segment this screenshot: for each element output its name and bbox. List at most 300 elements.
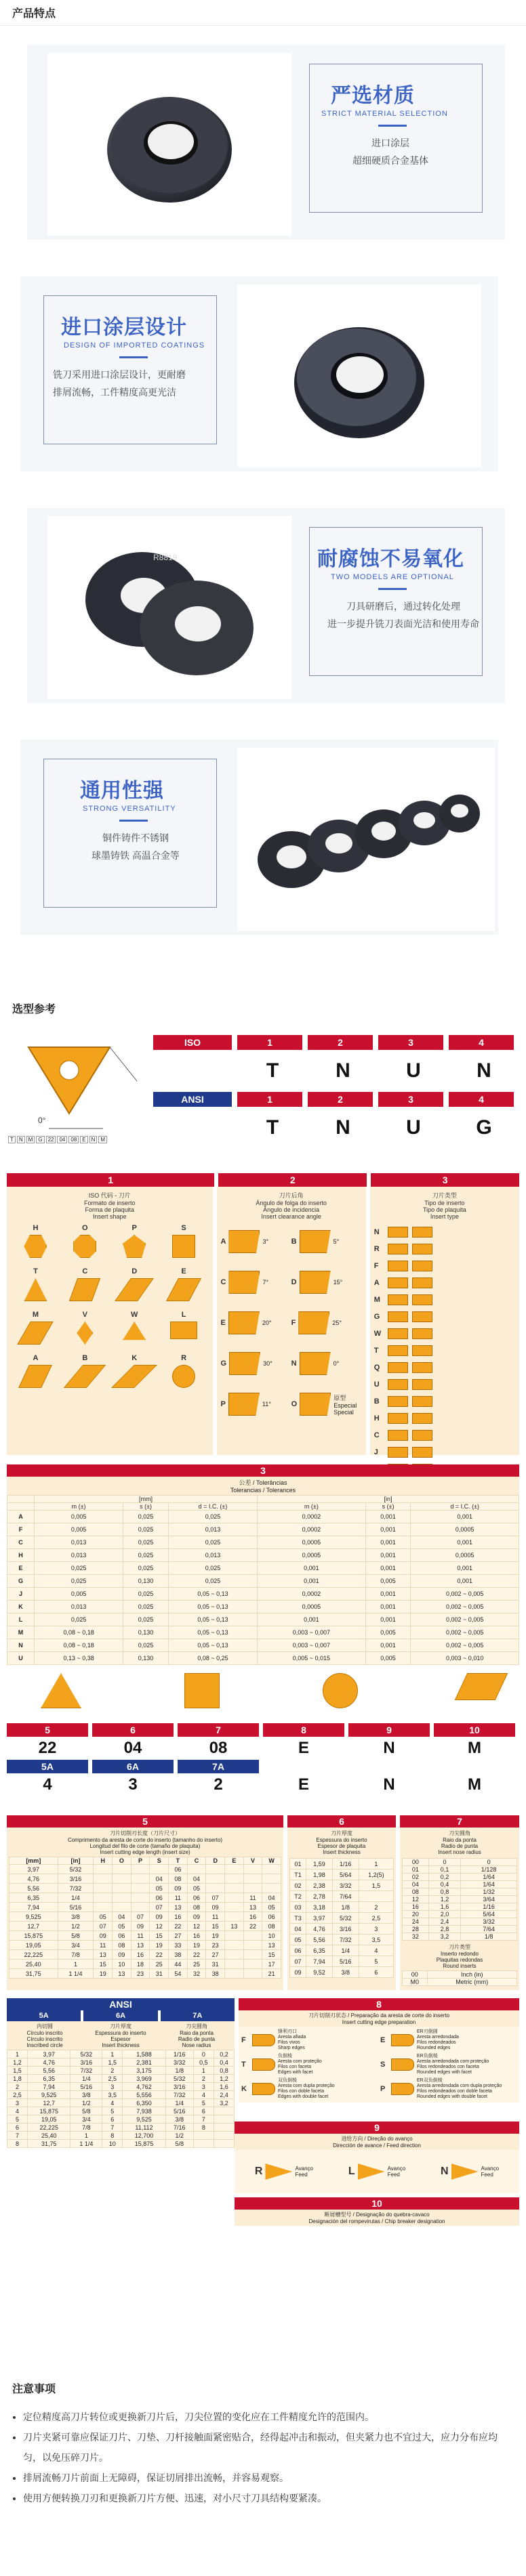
table-cell: 22,225 — [9, 1950, 58, 1960]
table-cell: 0,08 ~ 0,18 — [35, 1639, 123, 1652]
table-row — [7, 2099, 235, 2107]
edge-text: 负倒棱 Aresta com proteção Filos con faceta Edges with facet — [278, 2054, 322, 2075]
table-cell: M — [7, 1626, 35, 1639]
table-cell: 4,762 — [123, 2083, 165, 2091]
table-cell: 21 — [262, 1969, 281, 1979]
table-cell: 2 — [7, 2083, 28, 2091]
table-cell: 0,005 — [365, 1626, 411, 1639]
table-row — [290, 1924, 394, 1935]
table-cell — [225, 1950, 244, 1960]
table-cell: 0,025 — [123, 1536, 169, 1549]
table-cell: 02 — [403, 1874, 429, 1881]
table-cell: 0,025 — [35, 1575, 123, 1588]
feature-title: 耐腐蚀不易氧化 — [317, 548, 464, 570]
table-cell: 0,025 — [168, 1575, 257, 1588]
type-row — [374, 1241, 515, 1257]
table-cell — [225, 1912, 244, 1922]
clearance-angle-icon — [229, 1352, 260, 1375]
table-cell: 19 — [206, 1931, 225, 1941]
table-cell: 0,025 — [35, 1613, 123, 1626]
table-cell — [206, 1874, 225, 1884]
edge-text: ER刃倒圆 Aresta arredondada Filos redondeados Rounded edges — [417, 2029, 459, 2050]
insert-type-icon — [412, 1278, 432, 1288]
table-row — [290, 1935, 394, 1945]
table-cell: 8 — [7, 2140, 28, 2148]
table-cell — [243, 1941, 262, 1950]
table-cell — [94, 1903, 113, 1912]
type-row — [374, 1444, 515, 1460]
table-cell: 32 — [403, 1933, 429, 1941]
table-head-cell: [in] — [58, 1857, 94, 1865]
clearance-cell — [221, 1224, 291, 1259]
table-head-cell: W — [262, 1857, 281, 1865]
table-head-cell: V — [243, 1857, 262, 1865]
table-cell: 9,525 — [28, 2091, 70, 2099]
table-cell: Metric (mm) — [427, 1979, 517, 1986]
table-cell: 05 — [262, 1903, 281, 1912]
tolerance-diagrams — [41, 1673, 502, 1714]
table-cell — [113, 1893, 132, 1903]
table-cell: 13 — [94, 1950, 113, 1960]
table-header — [9, 1857, 281, 1865]
table-cell: A — [7, 1511, 35, 1523]
table-cell — [214, 2107, 234, 2115]
table-cell: 05 — [187, 1884, 206, 1893]
insert-shape-icon — [172, 1235, 195, 1258]
table-cell: 1/4 — [332, 1945, 359, 1956]
table-cell: 2,381 — [123, 2058, 165, 2067]
clearance-code: E — [220, 1319, 226, 1327]
table-cell: 1 — [193, 2067, 214, 2075]
table-cell: N — [7, 1639, 35, 1652]
table-cell — [243, 1884, 262, 1893]
table-cell: 3,5 — [359, 1935, 393, 1945]
table-cell: 16 — [403, 1903, 429, 1911]
table-cell: 1 — [7, 2050, 28, 2058]
clearance-angle: 3° — [262, 1238, 269, 1245]
insert-row-icon — [251, 772, 481, 907]
shape-code: C — [82, 1267, 88, 1275]
shape-cell — [159, 1311, 209, 1345]
table-row — [7, 2140, 235, 2148]
table-cell: 07 — [150, 1903, 169, 1912]
insert-type-icon — [388, 1294, 408, 1305]
table-cell: 1/64 — [461, 1881, 517, 1888]
table-cell: 0 — [193, 2050, 214, 2058]
table-cell: 1,588 — [123, 2050, 165, 2058]
clearance-angle: 7° — [262, 1279, 269, 1286]
edge-profile-icon — [252, 2083, 275, 2095]
table-cell: 06 — [187, 1893, 206, 1903]
table-cell: 54 — [169, 1969, 188, 1979]
table-cell: 0,025 — [123, 1562, 169, 1575]
table-cell: 0,08 ~ 0,18 — [35, 1626, 123, 1639]
table-cell: T2 — [290, 1891, 306, 1902]
table-cell — [225, 1931, 244, 1941]
table-cell — [113, 1874, 132, 1884]
table-cell: 1/8 — [332, 1902, 359, 1913]
table-cell: 7 — [193, 2115, 214, 2124]
edge-profile-icon — [252, 2034, 275, 2046]
table-cell: 3/8 — [165, 2115, 193, 2124]
table-cell: 7/32 — [165, 2091, 193, 2099]
table-cell: 5/32 — [332, 1913, 359, 1924]
shape-cell — [60, 1267, 110, 1301]
table-cell: 2,5 — [102, 2075, 123, 2083]
table-cell: 0,2 — [214, 2050, 234, 2058]
table-cell: 0,001 — [365, 1549, 411, 1562]
table-cell: 2,5 — [359, 1913, 393, 1924]
table-cell: 19 — [187, 1941, 206, 1950]
table-cell: 44 — [169, 1960, 188, 1969]
table-cell: 0,013 — [35, 1549, 123, 1562]
insert-type-icon — [388, 1244, 408, 1254]
insert-shape-icon — [170, 1322, 197, 1339]
type-row — [374, 1275, 515, 1290]
table-row — [7, 2058, 235, 2067]
code-value: M — [468, 1775, 481, 1794]
feed-direction-icon — [358, 2163, 385, 2180]
table-cell — [214, 2140, 234, 2148]
table-cell: 15 — [94, 1960, 113, 1969]
ansi-position: 7A — [178, 1760, 259, 1773]
edge-code: K — [241, 2085, 247, 2093]
table-cell: 0,130 — [123, 1626, 169, 1639]
table-cell: 13 — [262, 1941, 281, 1950]
table-cell: C — [7, 1536, 35, 1549]
table-cell — [94, 1874, 113, 1884]
table-cell: 0,5 — [193, 2058, 214, 2067]
type-code: F — [373, 1261, 379, 1270]
shape-cell — [11, 1267, 60, 1301]
feature-desc: 铣刀采用进口涂层设计，更耐磨 排屑流畅，工件精度高更光洁 — [53, 369, 186, 398]
table-cell: U — [7, 1652, 35, 1665]
table-cell: 12,700 — [123, 2132, 165, 2140]
table-cell: 7 — [102, 2124, 123, 2132]
type-code: C — [373, 1431, 380, 1439]
table-cell: 27 — [206, 1950, 225, 1960]
table-cell: 0,005 — [35, 1588, 123, 1601]
edge-item — [380, 2029, 517, 2051]
insert-shape-icon — [111, 1365, 157, 1388]
table-cell: 1 1/4 — [58, 1969, 94, 1979]
table-cell: 0,001 — [365, 1601, 411, 1613]
feature-subtitle: STRONG VERSATILITY — [83, 805, 176, 813]
table-cell: 7,94 — [9, 1903, 58, 1912]
ansi-position: 6A — [92, 1760, 174, 1773]
table-row — [403, 1888, 517, 1896]
tolerance-subhead: m (±) — [35, 1503, 123, 1511]
table-cell: 3,2 — [214, 2099, 234, 2107]
insert-image-2 — [237, 284, 481, 467]
table-cell: 11 — [94, 1941, 113, 1950]
table-cell: 9,525 — [123, 2115, 165, 2124]
table-row — [7, 2067, 235, 2075]
table-cell — [359, 1891, 393, 1902]
ring-insert-icon — [271, 301, 447, 450]
type-row — [374, 1258, 515, 1273]
code-value: N — [383, 1739, 395, 1757]
table-cell: 0,2 — [428, 1874, 461, 1881]
insert-shape-icon — [115, 1278, 154, 1301]
clearance-code: D — [291, 1278, 297, 1286]
table-cell — [214, 2115, 234, 2124]
table-cell: 3/32 — [332, 1880, 359, 1891]
selection-reference — [0, 996, 526, 2224]
table-cell: 3,969 — [123, 2075, 165, 2083]
section-title-selection: 选型参考 — [0, 996, 526, 1020]
table-head-cell: P — [131, 1857, 150, 1865]
table-cell: 0,002 ~ 0,005 — [411, 1588, 519, 1601]
type-row — [374, 1393, 515, 1409]
table-cell: 13 — [113, 1969, 132, 1979]
table-head-cell: E — [225, 1857, 244, 1865]
table-head-cell: O — [113, 1857, 132, 1865]
table-cell: 5/32 — [70, 2050, 102, 2058]
clearance-cell — [291, 1346, 362, 1381]
code-value: 3 — [128, 1775, 138, 1794]
table-cell: 1,8 — [7, 2075, 28, 2083]
clearance-code: O — [291, 1400, 298, 1408]
table-cell: 3/32 — [165, 2058, 193, 2067]
table-row — [9, 1950, 281, 1960]
table-cell: 0,0005 — [411, 1523, 519, 1536]
table-cell: 1,2(5) — [359, 1870, 393, 1880]
table-row — [290, 1913, 394, 1924]
table-cell: 12,7 — [28, 2099, 70, 2107]
table-cell: 18 — [131, 1960, 150, 1969]
table-cell: 02 — [290, 1880, 306, 1891]
table-cell: 0,4 — [214, 2058, 234, 2067]
code-position: 6 — [92, 1723, 174, 1737]
clearance-code: N — [291, 1359, 297, 1368]
table-cell: 5/8 — [70, 2107, 102, 2115]
insert-shape-icon — [123, 1235, 146, 1258]
table-cell: 3/16 — [58, 1874, 94, 1884]
table-row — [403, 1926, 517, 1933]
product-mark: R8819 — [153, 553, 178, 562]
table-cell: 2,38 — [306, 1880, 333, 1891]
table-cell — [193, 2140, 214, 2148]
table-cell: 0,001 — [411, 1562, 519, 1575]
type-panel: 刀片类型 Tipo de inserto Tipo de plaquita Insert type N R F A M G W T Q U B H C J — [370, 1187, 519, 1455]
shape-cell — [110, 1224, 159, 1258]
feature-title: 通用性强 — [80, 780, 164, 802]
table-cell: 5/16 — [332, 1956, 359, 1967]
table-cell: 8 — [193, 2124, 214, 2132]
table-cell: 1/4 — [58, 1893, 94, 1903]
table-cell: 08 — [169, 1874, 188, 1884]
type-code: N — [373, 1227, 380, 1236]
type-code: W — [373, 1329, 382, 1338]
note-item: • 刀片夹紧可靠应保证刀片、刀垫、刀杆接触面紧密贴合，经得起冲击和振动，但夹紧力也不宜过大，应力分布应均匀，以免压碎刀片。 — [23, 2427, 506, 2468]
dimension-tables: 5 6 7 刀片切削刃长度（刀片尺寸） Comprimento da aresta de corte do inserto (tamanho do inserto) Longitud del filo de corte (tamaño de plaquita) Insert cutting edge length (insert size) [mm] [in] H O P S T C D E V W 3,97 5/32 06 4,76 3/16 04 08 04 5,56 7/32 05 09 05 6,35 1/4 06 11 06 07 11 04 7,94 5/16 07 13 08 09 13 05 9,525 3/8 05 04 07 09 16 09 11 16 06 12,7 1/2 07 05 09 12 22 12 15 13 22 08 15,875 5/8 09 06 11 15 27 16 19 10 19,05 3/4 11 08 13 19 33 19 23 13 22,225 7/8 13 09 16 22 38 22 27 15 25,40 1 15 10 18 25 44 25 31 17 31,75 1 1/4 19 13 23 31 54 32 38 21 刀片厚度 Espessura do inserto Espesor de plaquita Insert thickness 01 1,59 1/16 1 T1 1,98 5/64 1,2(5) 02 2,38 3/32 1,5 T2 2,78 7/64 03 3,18 1/8 2 T3 3,97 5/32 2,5 04 4,76 3/16 3 05 5,56 7/32 3,5 06 6,35 1/4 4 07 7,94 5/16 5 09 9,52 3/8 6 刀尖圆角 Raio da ponta Radio de punta Insert nose radius 00 0 0 01 0,1 1/128 02 0,2 1/64 04 0,4 1/64 08 0,8 1/32 12 1,2 3/64 16 1,6 1/16 20 2,0 5/64 24 2,4 3/32 28 2,8 7/64 32 3,2 1/8 刀片类型 Inserto redondo Plaquitas redondas Round inserts 00 Inch (in) M0 Metric (mm) — [7, 1815, 519, 1991]
clearance-angle-icon — [300, 1230, 331, 1253]
table-cell: 04 — [150, 1874, 169, 1884]
insert-type-icon — [388, 1345, 408, 1356]
insert-image-4 — [237, 748, 495, 931]
code-value: E — [298, 1775, 309, 1794]
table-row — [7, 1626, 519, 1639]
table-cell: 31 — [206, 1960, 225, 1969]
insert-type-icon — [412, 1447, 432, 1458]
code-position: 7 — [178, 1723, 259, 1737]
table-cell — [225, 1903, 244, 1912]
table-cell: 5/16 — [165, 2107, 193, 2115]
table-cell: 0,005 — [35, 1523, 123, 1536]
insert-shape-icon — [18, 1322, 54, 1345]
table-cell: L — [7, 1613, 35, 1626]
table-row — [7, 1562, 519, 1575]
table-cell — [113, 1903, 132, 1912]
table-cell: 0,8 — [214, 2067, 234, 2075]
table-row — [403, 1859, 517, 1866]
table-cell: T1 — [290, 1870, 306, 1880]
shape-code: K — [132, 1354, 138, 1362]
table-row — [9, 1893, 281, 1903]
shape-code: D — [132, 1267, 138, 1275]
feature-3 — [0, 489, 526, 721]
table-cell: 27 — [169, 1931, 188, 1941]
table-cell: 6,35 — [306, 1945, 333, 1956]
table-cell: 1,6 — [428, 1903, 461, 1911]
insert-type-icon — [412, 1244, 432, 1254]
table-cell: 13 — [243, 1903, 262, 1912]
table-row — [9, 1960, 281, 1969]
edge-item — [380, 2078, 517, 2100]
table-cell — [193, 2132, 214, 2140]
insert-type-icon — [412, 1227, 432, 1238]
table-cell: 0,013 — [35, 1601, 123, 1613]
insert-type-icon — [388, 1447, 408, 1458]
table-cell: 17 — [262, 1960, 281, 1969]
table-cell: 13 — [225, 1922, 244, 1931]
table-cell: 0,130 — [123, 1575, 169, 1588]
table-row — [403, 1866, 517, 1874]
table-cell: 3/8 — [58, 1912, 94, 1922]
table-cell: 2 — [102, 2067, 123, 2075]
table-cell: 5/64 — [332, 1870, 359, 1880]
table-cell: 5 — [102, 2107, 123, 2115]
table-cell: 0,001 — [411, 1575, 519, 1588]
table-cell: 00 — [403, 1971, 428, 1979]
table-cell: 08 — [403, 1888, 429, 1896]
table-row — [7, 1601, 519, 1613]
table-cell — [243, 1960, 262, 1969]
table-cell: 5 — [7, 2115, 28, 2124]
table-cell: 2,0 — [428, 1911, 461, 1918]
table-cell: 25,40 — [9, 1960, 58, 1969]
table-cell: 3 — [359, 1924, 393, 1935]
table-cell: 38 — [169, 1950, 188, 1960]
table-cell: 13 — [169, 1903, 188, 1912]
table-cell: Inch (in) — [427, 1971, 517, 1979]
table-cell: 5,56 — [9, 1884, 58, 1893]
table-row — [290, 1945, 394, 1956]
table-cell: 1/128 — [461, 1866, 517, 1874]
table-row — [290, 1891, 394, 1902]
shape-panel: ISO 代码 - 刀片 Formato de inserto Forma de plaquita Insert shape H O P S T C D E M V W L A B K R — [7, 1187, 213, 1455]
clearance-cell — [291, 1265, 362, 1300]
table-cell: 5/16 — [58, 1903, 94, 1912]
table-cell: 0,0005 — [411, 1549, 519, 1562]
table-cell: 0,0005 — [258, 1601, 366, 1613]
table-cell: 19 — [94, 1969, 113, 1979]
type-code: T — [373, 1346, 379, 1355]
table-cell: 3,97 — [28, 2050, 70, 2058]
table-cell: 07 — [206, 1893, 225, 1903]
edge-code: P — [380, 2085, 386, 2093]
table-cell: 09 — [113, 1950, 132, 1960]
table-cell: 0,025 — [168, 1511, 257, 1523]
table-cell — [131, 1903, 150, 1912]
table-cell: 23 — [131, 1969, 150, 1979]
table-cell — [150, 1865, 169, 1874]
table-cell: 5 — [359, 1956, 393, 1967]
table-cell: 6 — [102, 2115, 123, 2124]
feature-title: 进口涂层设计 — [61, 316, 187, 339]
table-row — [7, 1639, 519, 1652]
table-cell: 1,2 — [428, 1896, 461, 1903]
type-code: H — [373, 1414, 380, 1422]
table-cell — [131, 1884, 150, 1893]
type-code: J — [373, 1448, 378, 1456]
table-cell: 0,005 ~ 0,015 — [258, 1652, 366, 1665]
insert-shape-icon — [123, 1322, 146, 1345]
table-cell: 31,75 — [9, 1969, 58, 1979]
table-cell: 1,98 — [306, 1870, 333, 1880]
table-cell: 13 — [131, 1941, 150, 1950]
table-cell: 5/64 — [461, 1911, 517, 1918]
table-cell: 3/4 — [58, 1941, 94, 1950]
table-cell: 04 — [290, 1924, 306, 1935]
type-code: B — [373, 1397, 380, 1406]
table-cell: M0 — [403, 1979, 428, 1986]
table-cell: 3,97 — [306, 1913, 333, 1924]
type-code: G — [373, 1312, 380, 1321]
insert-type-icon — [412, 1261, 432, 1271]
insert-type-icon — [388, 1430, 408, 1441]
table-cell: 10 — [113, 1960, 132, 1969]
table-row — [7, 2091, 235, 2099]
table-cell — [225, 1969, 244, 1979]
table-cell: F — [7, 1523, 35, 1536]
insert-type-icon — [388, 1227, 408, 1238]
feed-item — [255, 2163, 313, 2180]
table-cell: 1,5 — [102, 2058, 123, 2067]
table-cell: 0,001 — [258, 1613, 366, 1626]
table-cell: 1/4 — [70, 2075, 102, 2083]
table-cell: 5 — [193, 2099, 214, 2107]
table-cell: 0,005 — [365, 1575, 411, 1588]
insert-shape-icon — [73, 1235, 96, 1258]
table-cell: 9,525 — [9, 1912, 58, 1922]
table-cell — [214, 2124, 234, 2132]
table-cell: 1/2 — [58, 1922, 94, 1931]
table-cell: 4,76 — [306, 1924, 333, 1935]
table-cell: 3/32 — [461, 1918, 517, 1926]
table-cell: 04 — [262, 1893, 281, 1903]
table-row — [403, 1881, 517, 1888]
table-cell: 2 — [193, 2075, 214, 2083]
table-cell — [225, 1941, 244, 1950]
table-row — [9, 1865, 281, 1874]
table-cell: 28 — [403, 1926, 429, 1933]
code-value: 2 — [214, 1775, 223, 1794]
table-cell: 12 — [187, 1922, 206, 1931]
table-cell: 1/2 — [165, 2132, 193, 2140]
table-cell: 06 — [262, 1912, 281, 1922]
